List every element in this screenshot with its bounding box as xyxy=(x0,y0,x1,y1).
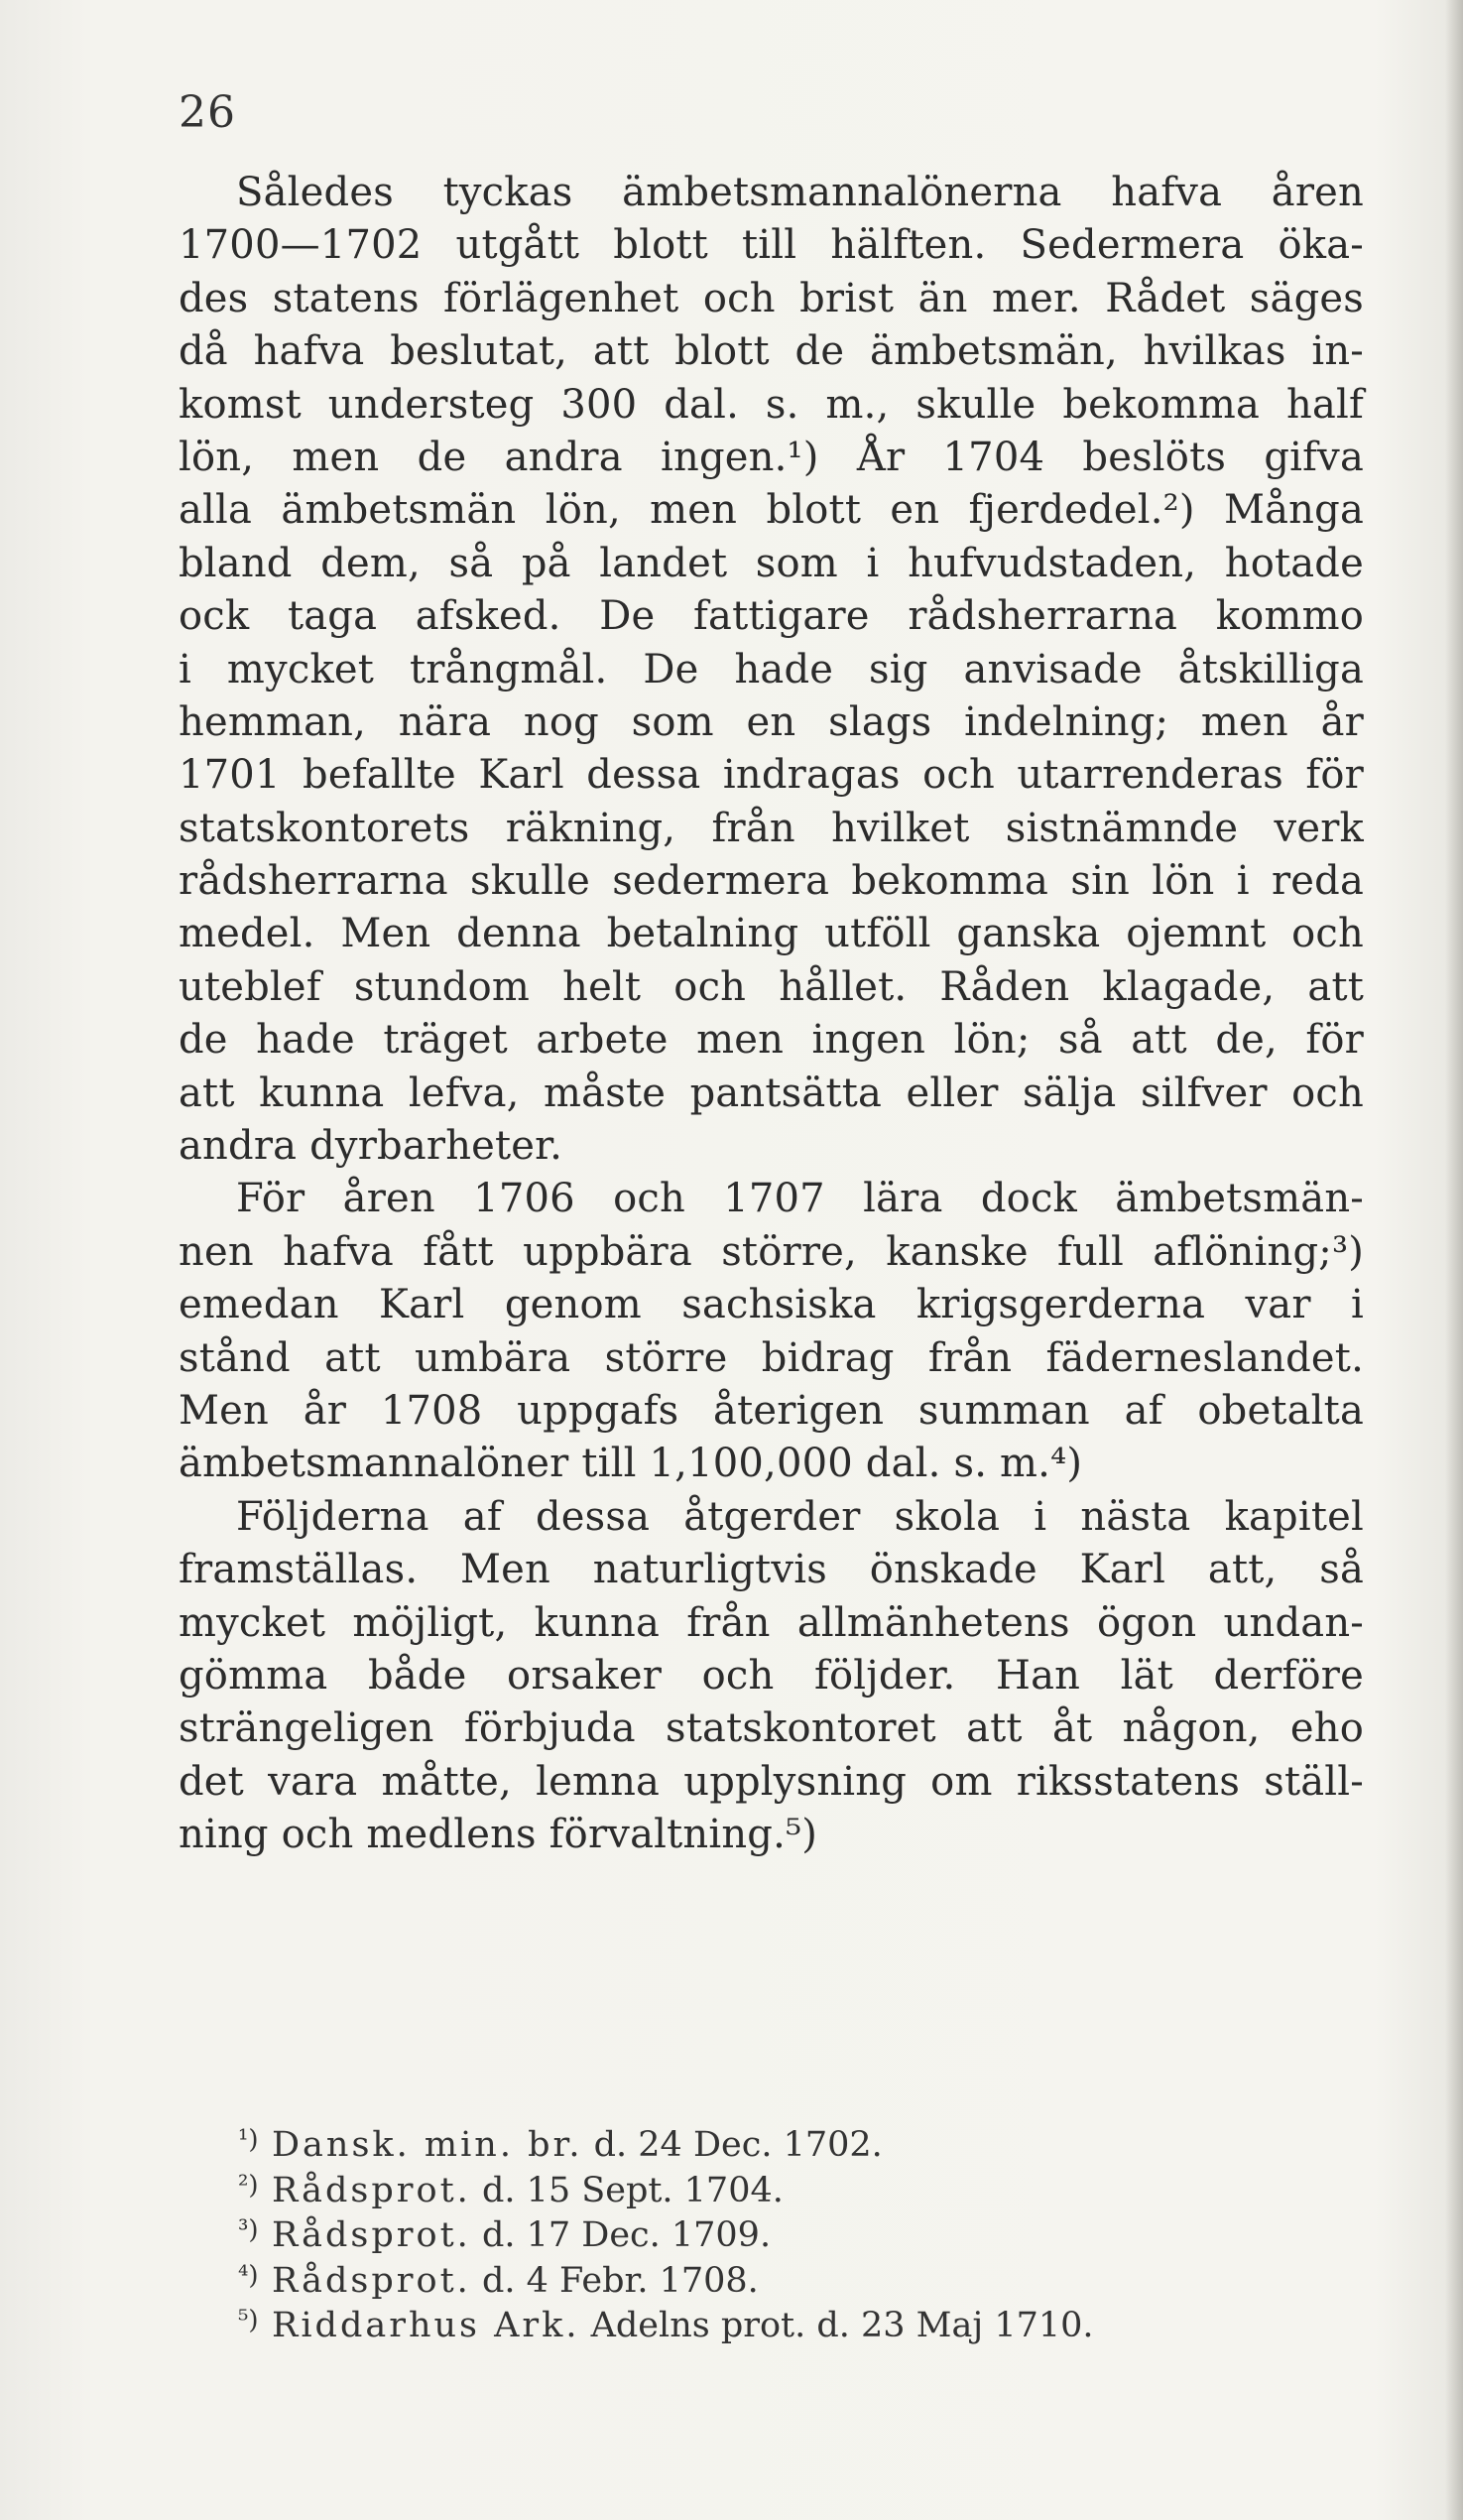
footnote xyxy=(238,2169,1230,2214)
text-line: de hade träget arbete men ingen lön; så att de, för xyxy=(179,1017,1364,1064)
footnote-source: Dansk. min. br. xyxy=(272,2125,583,2165)
text-line: ock taga afsked. De fattigare rådsherrarna kommo xyxy=(179,593,1364,640)
text-line: emedan Karl genom sachsiska krigsgerderna var i xyxy=(179,1282,1364,1328)
footnote-reference: d. 4 Febr. 1708. xyxy=(481,2260,759,2301)
text-line: framställas. Men naturligtvis önskade Karl att, så xyxy=(179,1547,1364,1593)
footnote-marker: ²) xyxy=(238,2170,259,2201)
footnote-source: Rådsprot. xyxy=(272,2170,471,2210)
text-line: hemman, nära nog som en slags indelning; men år xyxy=(179,698,1364,745)
text-line: statskontorets räkning, från hvilket sistnämnde verk xyxy=(179,805,1364,851)
text-line: strängeligen förbjuda statskontoret att åt någon, eho xyxy=(179,1705,1364,1752)
footnote-marker: ³) xyxy=(238,2215,259,2245)
footnote-source: Rådsprot. xyxy=(272,2215,471,2255)
text-line: då hafva beslutat, att blott de ämbetsmän, hvilkas in- xyxy=(179,328,1364,375)
text-line: Således tyckas ämbetsmannalönerna hafva åren xyxy=(236,170,1364,215)
text-line: komst understeg 300 dal. s. m., skulle bekomma half xyxy=(179,381,1364,428)
text-line: 1701 befallte Karl dessa indragas och utarrenderas för xyxy=(179,752,1364,799)
footnote-reference: Adelns prot. d. 23 Maj 1710. xyxy=(590,2306,1094,2345)
text-line: ämbetsmannalöner till 1,100,000 dal. s. m.⁴) xyxy=(179,1441,1083,1487)
footnote xyxy=(238,2304,1230,2349)
text-line: bland dem, så på landet som i hufvudstaden, hotade xyxy=(179,540,1364,586)
body-text xyxy=(179,167,1364,1862)
text-line: För åren 1706 och 1707 lära dock ämbetsmän- xyxy=(236,1176,1364,1222)
text-line: det vara måtte, lemna upplysning om riksstatens ställ- xyxy=(179,1758,1364,1805)
text-line: nen hafva fått uppbära större, kanske full aflöning;³) xyxy=(179,1228,1364,1275)
text-line: 1700—1702 utgått blott till hälften. Sedermera öka- xyxy=(179,222,1364,269)
footnote xyxy=(238,2213,1230,2259)
text-line: gömma både orsaker och följder. Han lät derföre xyxy=(179,1652,1364,1699)
text-line: stånd att umbära större bidrag från fäderneslandet. xyxy=(179,1334,1364,1381)
page-number: 26 xyxy=(179,87,236,138)
footnote-marker: ⁵) xyxy=(238,2306,259,2335)
footnote xyxy=(238,2259,1230,2305)
footnote xyxy=(238,2123,1230,2169)
text-line: lön, men de andra ingen.¹) År 1704 beslöts gifva xyxy=(179,434,1364,480)
text-line: att kunna lefva, måste pantsätta eller sälja silfver och xyxy=(179,1070,1364,1116)
text-line: andra dyrbarheter. xyxy=(179,1123,563,1170)
footnote-reference: d. 24 Dec. 1702. xyxy=(593,2125,883,2165)
text-line: alla ämbetsmän lön, men blott en fjerdedel.²) Många xyxy=(179,487,1364,534)
text-line: mycket möjligt, kunna från allmänhetens ögon undan- xyxy=(179,1599,1364,1646)
page-edge-shadow xyxy=(1445,0,1463,2520)
text-line: Följderna af dessa åtgerder skola i nästa kapitel xyxy=(236,1493,1364,1540)
footnote-source: Rådsprot. xyxy=(272,2260,471,2301)
footnote-reference: d. 15 Sept. 1704. xyxy=(481,2170,784,2210)
text-line: Men år 1708 uppgafs återigen summan af obetalta xyxy=(179,1387,1364,1434)
text-line: i mycket trångmål. De hade sig anvisade åtskilliga xyxy=(179,646,1364,693)
text-line: medel. Men denna betalning utföll ganska ojemnt och xyxy=(179,911,1364,957)
text-line: des statens förlägenhet och brist än mer. Rådet säges xyxy=(179,275,1364,321)
text-line: uteblef stundom helt och hållet. Råden klagade, att xyxy=(179,963,1364,1010)
footnote-marker: ⁴) xyxy=(238,2260,259,2291)
text-line: rådsherrarna skulle sedermera bekomma sin lön i reda xyxy=(179,858,1364,905)
footnote-reference: d. 17 Dec. 1709. xyxy=(481,2215,772,2255)
text-line: ning och medlens förvaltning.⁵) xyxy=(179,1812,818,1858)
footnote-source: Riddarhus Ark. xyxy=(272,2306,580,2345)
footnote-marker: ¹) xyxy=(238,2125,259,2155)
footnotes xyxy=(238,2123,1230,2349)
